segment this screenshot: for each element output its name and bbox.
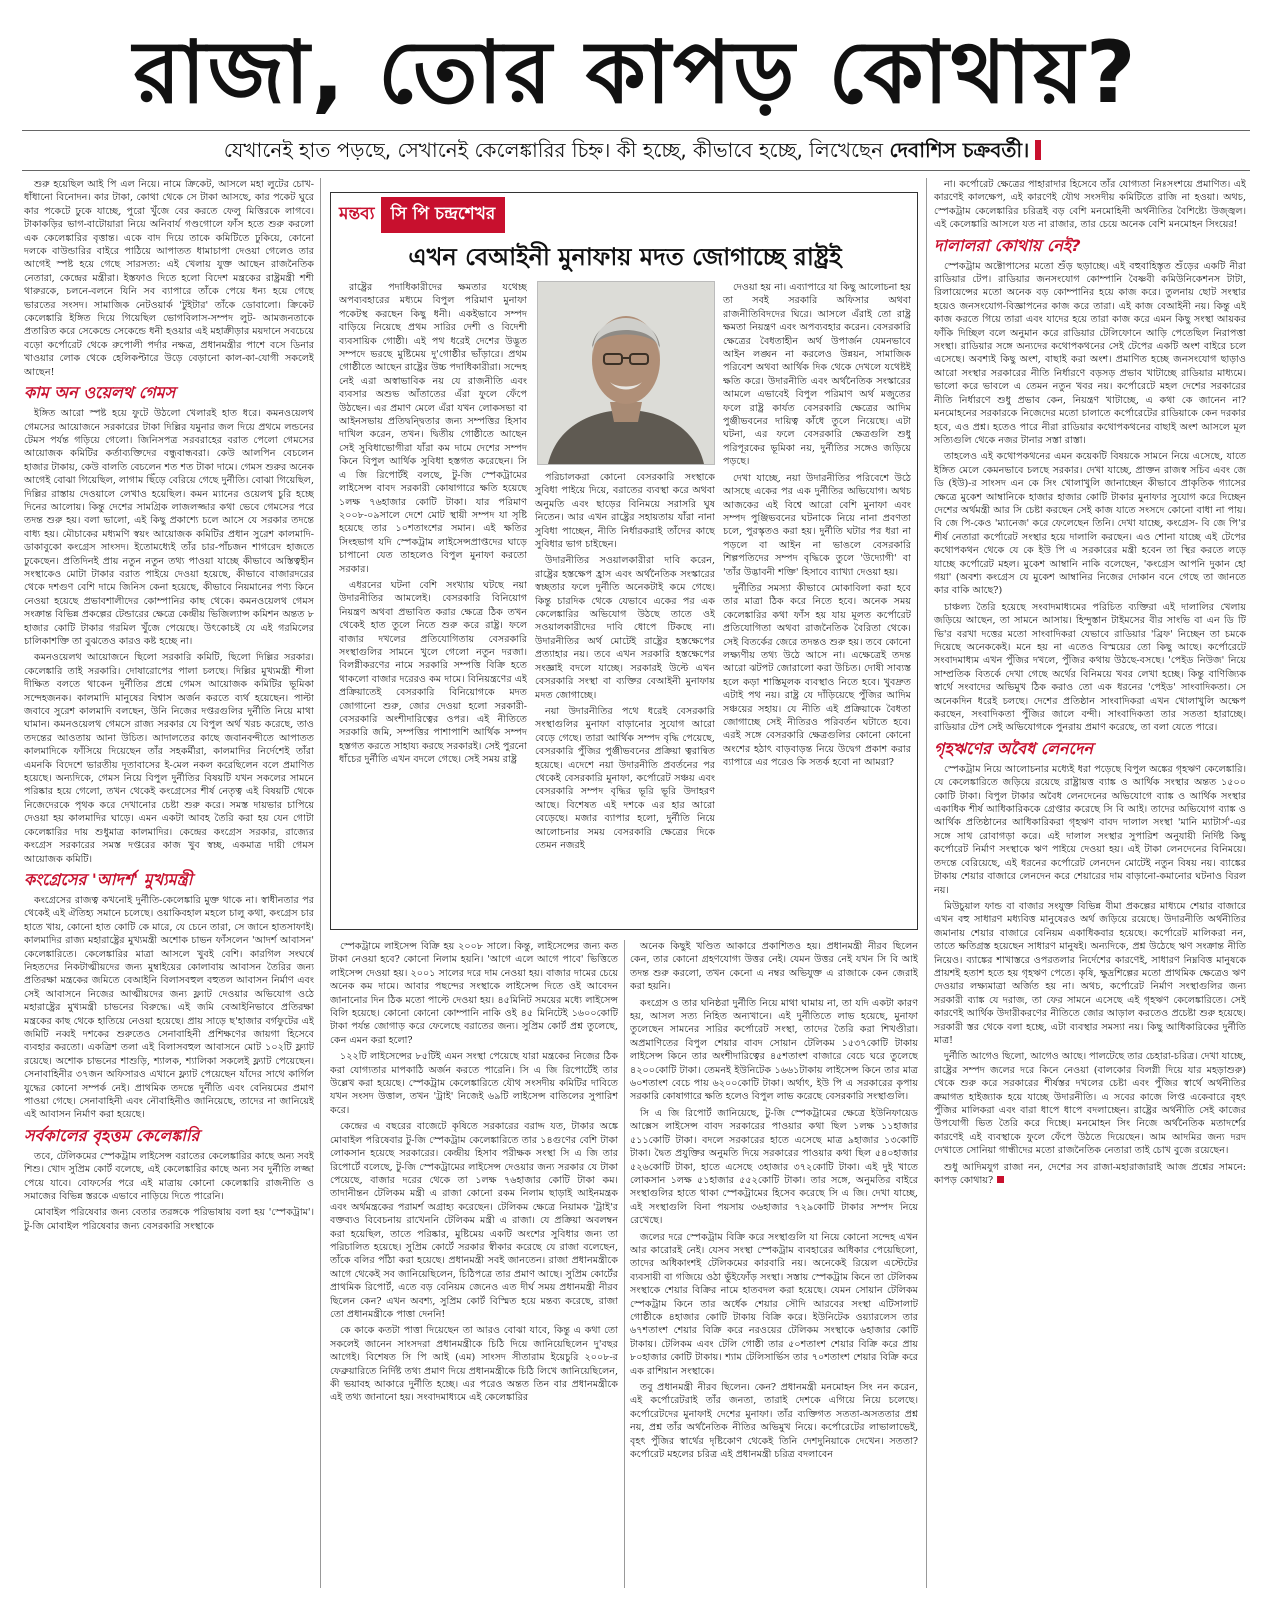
- closing-text: শুধু আদিমযুগ রাজা নন, দেশের সব রাজা-মহারাজারাই আজ প্রশ্নের সামনে: কাপড় কোথায়?: [934, 1161, 1246, 1187]
- col3-p3: সি এ জি রিপোর্ট জানিয়েছে, টু-জি স্পেকট্রামের ক্ষেত্রে ইউনিফায়েড আক্সেস লাইসেন্স বাবদ সরকারের পাওয়ার কথা ছিল ১লক্ষ ১১হাজার ৫১১কোটি টাকা। বদলে সরকারের হাতে এসেছে মাত্র ৯হাজার ১৩কোটি টাকা। দ্বৈত প্রযুক্তির অনুমতি দিয়ে সরকারের পাওয়ার কথা ছিল ৫৪০হাজার ৫২৬কোটি টাকা, হাতে এসেছে ৩হাজার ৩৭২কোটি টাকা। এই দুই খাতে লোকসান ১লক্ষ ৫১হাজার ৫৫২কোটি টাকা। তার সঙ্গে, অনুমতির বাইরে সংস্থাগুলির হাতে থাকা স্পেকট্রামের হিসেব করেছে সি এ জি। দেখা যাচ্ছে, এই সংস্থাগুলি বিনা পয়সায় ৩৬হাজার ৭২৯কোটি টাকার সম্পদ নিয়ে রেখেছে।: [630, 1107, 918, 1227]
- col3-p5: তবু প্রধানমন্ত্রী নীরব ছিলেন। কেন? প্রধানমন্ত্রী মনমোহন সিং নন করেন, এই কর্পোরেটরাই তাঁর জনতা, তারাই দেশকে এগিয়ে নিয়ে চলেছে। কর্পোরেটদের মুনাফাই দেশের মুনাফা। তাঁর ব্যক্তিগত সততা-অসততার প্রশ্ন নয়, প্রশ্ন তাঁর অর্থনৈতিক নীতির অভিমুখ নিয়ে। কর্পোরেটের লাভালাভেই, বৃহৎ পুঁজির স্বার্থের দৃষ্টিকোণ থেকেই তিনি দেশদুনিয়াকে দেখেন। সততা? কর্পোরেট মহলের চরিত্র এই প্রধানমন্ত্রী চরিত্র বদলাবেন: [630, 1382, 918, 1461]
- section-title: সর্বকালের বৃহত্তম কেলেঙ্কারি: [24, 1125, 200, 1145]
- column-divider: [624, 940, 625, 1588]
- opinion-label: [339, 199, 505, 231]
- opinion-col-1: [339, 281, 527, 923]
- column-divider: [926, 178, 927, 1588]
- col1-sec3-text: তবে, টেলিকমের স্পেকট্রাম লাইসেন্স বরাতের কেলেঙ্কারির কাছে অন্য সবই শিশু। খোদ সুপ্রিম কোর্ট বলেছে, এই কেলেঙ্কারির কাছে অন্য সব দুর্নীতি লজ্জা পেয়ে যাবে। বোফর্সের পরে এই মাত্রায় কোনো কেলেঙ্কারি রাজনীতি ও সমাজের বিভিন্ন স্তরকে এভাবে নাড়িয়ে দিতে পারেনি।: [24, 1150, 314, 1203]
- column-4: [934, 178, 1246, 1588]
- opinion-box: [330, 192, 918, 930]
- opinion-c2c: নয়া উদারনীতির পথে ধরেই বেসরকারি সংস্থাগুলির মুনাফা বাড়ানোর সুযোগ আরো বেড়ে গেছে। তারা আর্থিক সম্পদ বৃদ্ধি পেয়েছে, বেসরকারি পুঁজির পুঞ্জীভবনের প্রক্রিয়া ত্বরান্বিত হয়েছে। এদেশে নয়া উদারনীতি প্রবর্তনের পর থেকেই বেসরকারি মুনাফা, কর্পোরেট সঞ্চয় এবং বেসরকারি সম্পদ বৃদ্ধির ভূরি ভূরি উদাহরণ আছে। বিশেষত এই দশকে এর হার আরো বেড়েছে। মজার ব্যাপার হলো, দুর্নীতি নিয়ে আলোচনার সময় বেসরকারি ক্ষেত্রের দিকে তেমন নজরই: [535, 705, 715, 851]
- col1-p3: কমনওয়েলথ আয়োজনে ছিলো সরকারি কমিটি, ছিলো দিল্লির সরকার। কেলেঙ্কারি তাই সরকারি। দোষারোপের পালা চলছে। দিল্লির মুখ্যমন্ত্রী শীলা দীক্ষিত বলতে থাকেন দুর্নীতির প্রশ্নে গেমস আয়োজক কমিটির ভূমিকা সন্দেহজনক। কালমাদি মানুষের বিশ্বাস অর্জন করতে ব্যর্থ হয়েছেন। পাল্টা জবাবে সুরেশ কালমাদি বলছেন, উনি নিজের দপ্তরগুলির দুর্নীতি নিয়ে মাথা ঘামান। কমনওয়েলথ গেমসে রাজ্য সরকার যে বিপুল অর্থ খরচ করেছে, তাও তদন্তের আওতায় আনা উচিত। আদালতের কাছে জবানবন্দীতে আপাতত কালমাদিকে ফাঁসিয়ে দিয়েছেন তাঁর সহকর্মীরা, কালমাদির নির্দেশেই তাঁরা এমনকি বিদেশে ভারতীয় দূতাবাসের ই-মেল নকল করেছিলেন বলে প্রমাণিত হয়েছে। অন্যদিকে, গেমস নিয়ে বিপুল দুর্নীতির বিষয়টি যখন সকলের সামনে পরিষ্কার হয়ে গেলো, তখন থেকেই কংগ্রেসের শীর্ষ নেতৃত্ব এই বিষয়টি থেকে নিজেদেরকে পৃথক করে দেখানোর চেষ্টা শুরু করে। সমস্ত দায়ভার চাপিয়ে দেওয়া হয় কালমাদির ঘাড়ে। এমন একটা আবহ তৈরি করা হয় যেন গোটা কেলেঙ্কারির দায় শুধুমাত্র কালমাদির। কেন্দ্রের কংগ্রেস সরকার, রাজ্যের কংগ্রেস সরকারের সমস্ত দপ্তরের কাজ খুব স্বচ্ছ, একমাত্র দায়ী গেমস আয়োজক কমিটি।: [24, 652, 314, 865]
- opinion-c3: দেওয়া হয় না। এব্যাপারে যা কিছু আলোচনা হয় তা সবই সরকারি অফিসার অথবা রাজনীতিবিদদের ঘিরে। আসলে এঁরাই তো রাষ্ট্র ক্ষমতা নিয়ন্ত্রণ এবং অপব্যবহার করেন। বেসরকারি ক্ষেত্রের বৈধতাহীন অর্থ উপার্জন যেমনভাবে আইন লঙ্ঘন না করলেও উন্নয়ন, সামাজিক পরিবেশ অথবা আর্থিক দিক থেকে দেখলে যথেষ্টই ক্ষতি করে। উদারনীতি এবং অর্থনৈতিক সংস্কারের আমলে এভাবেই বিপুল পরিমাণ অর্থ মজুতের ফলে রাষ্ট্র কার্যত বেসরকারি ক্ষেত্রের আদিম পুঞ্জীভবনের দায়িত্ব কাঁধে তুলে নিয়েছে। এটা ঘটনা, এর ফলে বেসরকারি ক্ষেত্রগুলি শুধু পরিপূরকের ভূমিকা নয়, দুর্নীতির সঙ্গেও জড়িয়ে পড়ছে।: [723, 282, 911, 468]
- column-divider: [320, 178, 321, 1588]
- col1-sec2-text: কংগ্রেসের রাজত্ব কখনোই দুর্নীতি-কেলেঙ্কারি মুক্ত থাকে না। স্বাধীনতার পর থেকেই এই ঐতিহ্য সমানে চলেছে। ওয়াকিবহাল মহলে চালু কথা, কংগ্রেস চার হাতে খায়, কোনো হাত কোটি কে মারে, যে চেনে তারা, সে জানে হাতসাফাই। কালমাদির রাজ্য মহারাষ্ট্রের মুখ্যমন্ত্রী অশোক চাভন ফাঁসলেন 'আদর্শ আবাসন' কেলেঙ্কারিতে। কেলেঙ্কারির মাত্রা আসলে খুবই বেশি। কারগিল সংঘর্ষে নিহতদের নিকটাত্মীয়দের জন্য মুম্বাইয়ের কোলাবায় আবাসন তৈরির জন্য প্রতিরক্ষা মন্ত্রকের জমিতে বেআইনি বিলাসবহুল বহুতল আবাসন নির্মাণ এবং সেই আবাসনে নিজের আত্মীয়দের জন্য ফ্ল্যাট দেওয়ার অভিযোগ ওঠে মহারাষ্ট্রের মুখ্যমন্ত্রী চাভনের বিরুদ্ধে। এই জমি বেআইনিভাবে প্রতিরক্ষা মন্ত্রকের কাছ থেকে হাতিয়ে নেওয়া হয়েছে। প্রায় সাড়ে ছ'হাজার বর্গফুটের এই জমিটি নব্বই দশকের শুরুতেও সেনাবাহিনী প্রশিক্ষণের জায়গা হিসেবে ব্যবহার করতো। একত্রিশ তলা এই বিলাসবহুল আবাসনে মোট ১০২টি ফ্ল্যাট রয়েছে। অশোক চাভনের শাশুড়ি, শ্যালক, শ্যালিকা সকলেই ফ্ল্যাট পেয়েছেন। সেনাবাহিনীর ৩৭জন অফিসারও এখানে ফ্ল্যাট পেয়েছেন যাঁদের সাথে কার্গিল যুদ্ধের কোনো সম্পর্ক নেই। প্রাথমিক তদন্তে দুর্নীতি এবং বেনিয়মের প্রমাণ পাওয়া গেছে। সেনাবাহিনী এবং নৌবাহিনীও জানিয়েছে, তাদের না জানিয়েই এই আবাসন নির্মাণ করা হয়েছে।: [24, 894, 314, 1121]
- col2-p2: ১২২টি লাইসেন্সের ৮৫টিই এমন সংস্থা পেয়েছে যারা মন্ত্রকের নিজের ঠিক করা যোগ্যতার মাপকাঠি অর্জন করতে পারেনি। সি এ জি রিপোর্টেই তার উল্লেখ করা হয়েছে। স্পেকট্রাম কেলেঙ্কারিতে যৌথ সংসদীয় কমিটির দাবিতে যখন সংসদ উত্তাল, তখন 'ট্রাই' নিজেই ৬৯টি লাইসেন্স বাতিলের সুপারিশ করে।: [330, 1051, 618, 1116]
- opinion-c3b: দেখা যাচ্ছে, নয়া উদারনীতির পরিবেশে উঠে আসছে একের পর এক দুর্নীতির অভিযোগ। অথচ আজকের এই বিশ্বে আরো বেশি মুনাফা এবং সম্পদ পুঞ্জিভবনের ঘটনাকে নিয়ে নানা প্রবণতা চলে, পুরস্কৃতও করা হয়। দুর্নীতি ঘটার পর ধরা না পড়লে বা আইন না ভাঙলে বেসরকারি শিল্পপতিদের সম্পদ বৃদ্ধিকে তুলে 'উদ্যোগী' বা 'তাঁর উদ্ভাবনী শক্তি' হিসাবে ব্যাখ্যা দেওয়া হয়।: [723, 472, 911, 578]
- col2-p3: কেন্দ্রের এ বছরের বাজেটে কৃষিতে সরকারের বরাদ্দ যত, টাকার অঙ্কে মোবাইল পরিষেবার টু-জি স্পেকট্রাম কেলেঙ্কারিতে তার ১৪গুণের বেশি টাকা লোকসান হয়েছে সরকারের। কেন্দ্রীয় হিসাব পরীক্ষক সংস্থা সি এ জি তার রিপোর্টে বলেছে, টু-জি স্পেকট্রামের লাইসেন্স দেওয়ার জন্য সরকার যে টাকা পেয়েছে, বাজার দরের থেকে তা ১লক্ষ ৭৬হাজার কোটি টাকা কম। তাদানীন্তন টেলিকম মন্ত্রী এ রাজা কোনো রকম নিলাম ছাড়াই আইনমন্ত্রক এবং অর্থমন্ত্রকের পরামর্শ অগ্রাহ্য করেছেন। টেলিকম ক্ষেত্রে নিয়ামক 'ট্রাই'র বক্তব্যও বিবেচনায় রাখেননি টেলিকম মন্ত্রী এ রাজা। যে প্রক্রিয়া অবলম্বন করা হয়েছিল, তাতে পরিষ্কার, মুষ্টিমেয় একটি অংশের সুবিধার জন্য তা পরিচালিত হয়েছে। সুপ্রিম কোর্টে সরকার স্বীকার করেছে যে রাজা বলেছেন, তাঁকে বলির পাঁঠা করা হয়েছে। প্রধানমন্ত্রী সবই জানতেন। রাজা প্রধানমন্ত্রীকে আগে থেকেই সব জানিয়েছিলেন, চিঠিপত্রে তার প্রমাণ আছে। সুপ্রিম কোর্টের প্রাথমিক রিপোর্ট, এতে বড় বেনিয়ম জেনেও এত দীর্ঘ সময় প্রধানমন্ত্রী নীরব ছিলেন কেন? এখন অবশ্য, সুপ্রিম কোর্ট বিস্মিত হয়ে মন্তব্য করেছে, রাজা তো প্রধানমন্ত্রীকে পাত্তা দেননি!: [330, 1121, 618, 1320]
- col4-p3: চাঞ্চল্য তৈরি হয়েছে সংবাদমাধ্যমের পরিচিত ব্যক্তিরা এই দালালির খেলায় জড়িয়ে আছেন, তা সামনে আসায়। হিন্দুস্তান টাইমসের বীর সাংভি বা এন ডি টি ভি'র বরখা দত্তের মতো সাংবাদিকরা যেভাবে রাডিয়ার 'ব্রিফ' নিচ্ছেন তা চমকে দিয়েছে অনেককেই। মনে হয় না এতেও বিস্ময়ের তো কিছু আছে। কর্পোরেটে সংবাদমাধ্যম এখন পুঁজির দখলে, পুঁজির কথায় উঠছে-বসছে। 'পেইড নিউজ' নিয়ে সাম্প্রতিক বিতর্কে দেখা গেছে অর্থের বিনিময়ে খবর লেখা হচ্ছে। কিন্তু বাণিজ্যিক স্বার্থে সংবাদের অভিমুখ ঠিক করাও তো এক ধরনের 'পেইড' সাংবাদিকতা। সে অনেকদিন ধরেই চলছে। দেশের প্রতিষ্ঠান সাংবাদিকরা এখন খোলাখুলি অক্ষেপ করছেন, সংবাদিকতা পুঁজির জালে বন্দী। সাংবাদিকতা তার সততা হারাচ্ছে। রাডিয়ার টেপ সেই অভিযোগকে পুনরায় প্রমাণ করেছে, তা বলা যেতে পারে।: [934, 601, 1246, 734]
- col1-sec1-text: ইঙ্গিত আরো স্পষ্ট হয়ে ফুটে উঠলো খেলারই হাত ধরে। কমনওয়েলথ গেমসের আয়োজনে সরকারের টাকা দিল্লির যমুনার জল দিয়ে প্রথমে লন্ডনের টেমস পর্যন্ত গড়িয়ে গেলো। জিনিসপত্র সরবরাহের বরাত পেলো গেমসের আয়োজক কমিটির কর্তাব্যক্তিদের বন্ধুবান্ধবরা। কেউ আলপিন বেচলেন হাজার টাকায়, কেউ বালতি বেচলেন শত শত টাকা দামে। গেমস শুরুর অনেক আগেই বোঝা গিয়েছিল, লাগাম ছিঁড়ে বেরিয়ে গেছে দুর্নীতি। বোঝা গিয়েছিল, দিল্লির রাস্তায় দেওয়ালে লেখাও হয়েছিল। কমন ম্যানের ওয়েলথ চুরি হচ্ছে দিনের আলোয়। কিন্তু দেশের সামগ্রিক লাজলজ্জার কথা ভেবে গেমসের পরে তদন্ত শুরু হয়। বলা ভালো, এই কিছু প্রকাশ্যে চলে আসে যে সরকার তদন্তে বাধ্য হয়। মৌচাকের মধ্যমণি স্বয়ং আয়োজক কমিটির প্রধান সুরেশ কালমাদি- ডাকাবুকো কংগ্রেস সাংসদ। ইতোমধ্যেই তাঁর চার-পাঁচজন শাগরেদ হাজতে ঢুকেছেন। প্রতিদিনই প্রায় নতুন নতুন তথ্য পাওয়া যাচ্ছে কীভাবে অস্তিত্বহীন সংস্থাকেও মোটা টাকার বরাত পাইয়ে দেওয়া হয়েছে, কীভাবে বাজারদরের থেকে দশগুণ বেশি দামে জিনিস কেনা হয়েছে, কীভাবে নিয়মানের পণ্য কিনে নেওয়া হয়েছে প্রভাবশালীদের কোম্পানির কাছ থেকে। কমনওয়েলথ গেমস সংক্রান্ত বিভিন্ন প্রকল্পের টেন্ডারের ক্ষেত্রে কেন্দ্রীয় ভিজিল্যান্স কমিশন অন্তত ৮ হাজার কোটি টাকার গরমিল খুঁজে পেয়েছে। উৎকোচই যে এই গরমিলের চালিকাশক্তি তা বুঝতেও কারও কষ্ট হচ্ছে না।: [24, 408, 314, 647]
- col1-last: মোবাইল পরিষেবার জন্য বেতার তরঙ্গকে পরিভাষায় বলা হয় 'স্পেকট্রাম'। টু-জি মোবাইল পরিষেবার জন্য বেসরকারি সংস্থাকে: [24, 1207, 314, 1232]
- col4-p6: দুর্নীতি আগেও ছিলো, আগেও আছে। পালটেছে তার চেহারা-চরিত্র। দেখা যাচ্ছে, রাষ্ট্রের সম্পদ জলের দরে কিনে নেওয়া (বালকোর বিলগ্নী দিয়ে যার মহড়াশুরু) থেকে শুরু করে সরকারের শীর্ষস্তর দখলের চেষ্টা এবং পুঁজির স্বার্থে অর্থনীতির ক্রমাগত হাইজ্যাক হয়ে যাচ্ছে উদারনীতি। এ সবের কাজে লিপ্ত একেবারে বৃহৎ পুঁজির মালিকরা এবং বারা ধাপে ধাপে বদলাচ্ছেন। রাষ্ট্রের অর্থনীতি সেই কাজের উপযোগী ভিত তৈরি করে দিচ্ছে। মনমোহন সিং নিজে অর্থনৈতিক মতাদর্শের কারণেই এই ব্যবস্থাকে ফুলে ফেঁপে উঠতে দিয়েছেন। আম আদমির জন্য দরদ দেখাতে সোনিয়া গান্ধীদের মতো রাজনৈতিক নেতারা তাই চোখ বুজে রয়েছেন।: [934, 1051, 1246, 1157]
- top-rule: [22, 130, 1250, 131]
- column-3: [630, 940, 918, 1588]
- sub-rule: [22, 170, 1250, 171]
- col4-sec1-text: স্পেকট্রাম অক্টোপাসের মতো শুঁড় ছড়াচ্ছে। এই বহুবাহিস্তৃত শুঁড়ের একটি নীরা রাডিয়ার টেপ। রাডিয়ার জনসংযোগ কোম্পানি বৈষ্ণবী কমিউনিকেশনস টাটা, রিলায়েন্সের মতো অনেক বড় কোম্পানির হয়ে কাজ করে। তুলনায় ছোট সংস্থার হয়েও জনসংযোগ-বিজ্ঞাপনের কাজ করে তারা। এই কাজ বেআইনী নয়। কিন্তু এই কাজ করতে গিয়ে তারা এবং যাদের হয়ে তারা কাজ করে এমন কিছু সংস্থা আয়কর ফাঁকি দিচ্ছিল বলে অনুমান করে রাডিয়ার টেলিফোনে আড়ি পেতেছিল নিরাপত্তা সংস্থা। রাডিয়ার সঙ্গে অন্যদের কথোপকথনের সেই টেপের একটি অংশ বাইরে চলে এসেছে। অবশ্যই কিছু অংশ, বাছাই করা অংশ। প্রমাণিত হচ্ছে জনসংযোগ ছাড়াও আরো সংস্থার সরকারের নীতি নির্ধারণে বড়সড় প্রভাব খাটাচ্ছে রাডিয়ার মাধ্যমে। ভালো করে ভাবলে এ তেমন নতুন খবর নয়। কর্পোরেটে মহল দেশের সরকারের নীতি নির্ধারণে শুধু প্রভাব কেন, নিয়ন্ত্রণ খাটাচ্ছে, এ কথা কে জানেন না? মনমোহনের সরকারকে নিজেদের মতো চালাতে কর্পোরেটের রাডিয়াকে কেন দরকার হবে, এও প্রশ্ন। হতেও পারে নীরা রাডিয়ার কথোপকথনের বাছাই অংশ আসলে মূল সত্যিগুলি থেকে নজর টানার সস্তা রাস্তা।: [934, 260, 1246, 446]
- col4-sec2-text: স্পেকট্রাম নিয়ে আলোচনার মধ্যেই ধরা পড়েছে বিপুল অঙ্কের গৃহঋণ কেলেঙ্কারি। যে কেলেঙ্কারিতে জড়িয়ে রয়েছে রাষ্ট্রায়ত্ত ব্যাঙ্ক ও আর্থিক সংস্থার অন্তত ১৫০০ কোটি টাকা। বিপুল টাকার অবৈধ লেনদেনের অভিযোগে ব্যাঙ্ক ও আর্থিক সংস্থার একাধিক শীর্ষ আধিকারিককে গ্রেপ্তার করেছে সি বি আই। তাদের অভিযোগ ব্যাঙ্ক ও আর্থিক প্রতিষ্ঠানের আধিকারিকরা গৃহঋণ বাবদ দালাল সংস্থা 'মানি ম্যাটার্স'-এর সঙ্গে সাথ রোবাগড়া করে। এই দালাল সংস্থার সুপারিশ অনুযায়ী নির্দিষ্ট কিছু কর্পোরেট নির্মাণ সংস্থাকে ঋণ পাইয়ে দেওয়া হয়। এই টাকা লেনদেনের বিনিময়ে। তদন্তে বেরিয়েছে, এই ধরনের কর্পোরেট লেনদেন মোটেই নতুন বিষয় নয়। ব্যাঙ্কের টাকায় শেয়ার বাজারে লেনদেন করে শেয়ারের দাম বাড়ানো-কমানোর ঘটনাও বিরল নয়।: [934, 763, 1246, 896]
- subhead-author: দেবাশিস চক্রবর্তী।: [889, 138, 1030, 162]
- column-1: [24, 178, 314, 1588]
- headline: রাজা, তোর কাপড় কোথায়?: [133, 23, 1138, 123]
- portrait-icon: [538, 282, 714, 464]
- opinion-c2: পরিচালকরা কোনো বেসরকারি সংস্থাকে সুবিধা পাইয়ে দিয়ে, বরাতের ব্যবস্থা করে অথবা অনুমতি এবং ছাড়ের বিনিময়ে সরাসরি ঘুষ নিতেন। আর এখন রাষ্ট্রের সহায়তায় যাঁরা নানা সুবিধা পাচ্ছেন, নীতি নির্ধারকরাই তাঁদের কাছে সুবিধার ভাগ চাইছেন।: [535, 472, 715, 551]
- col4-closing: [934, 1161, 1246, 1188]
- section-title: গৃহঋণের অবৈধ লেনদেন: [934, 738, 1093, 758]
- col2-p4: কে কাকে কতটা পাত্তা দিয়েছেন তা আরও বোঝা যাবে, কিন্তু এ কথা তো সকলেই জানেন সাংসদরা প্রধানমন্ত্রীকে চিঠি দিয়ে জানিয়েছিলেন দু'বছর আগেই। বিশেষত সি পি আই (এম) সাংসদ সীতারাম ইয়েচুরি ২০০৮-র ফেব্রুয়ারিতে নির্দিষ্ট তথ্য প্রমাণ দিয়ে প্রধানমন্ত্রীকে চিঠি লিখে জানিয়েছিলেন, কী ভয়াবহ আকারে দুর্নীতি হচ্ছে। এর পরেও অন্তত তিন বার প্রধানমন্ত্রীকে এই তথ্য জানানো হয়। সংবাদমাধ্যমে এই কেলেঙ্কারির: [330, 1325, 618, 1404]
- column-2: [330, 940, 618, 1588]
- opinion-col-2: [535, 471, 715, 923]
- col3-p4: জলের দরে স্পেকট্রাম বিক্রি করে সংস্থাগুলি যা নিয়ে কোনো সন্দেহ এখন আর কারোরই নেই। যেসব সংস্থা স্পেকট্রাম ব্যবহারের অধিকার পেয়েছিলো, তাদের অধিকাংশই টেলিকমের কারবারি নয়। অনেকেই রিয়েল এস্টেটের ব্যবসায়ী বা গজিয়ে ওঠা ভুঁইফোঁড় সংস্থা। সস্তায় স্পেকট্রাম কিনে তা টেলিকম সংস্থাকে শেয়ার বিক্রির নামে হাতবদল করা হয়েছে। যেমন সোয়ান টেলিকম স্পেকট্রাম কিনে তার অর্ধেক শেয়ার সৌদি আরবের সংস্থা এটিসালাট গোষ্ঠীকে ৪হাজার কোটি টাকায় বিক্রি করে। ইউনিটেক ওয়্যারলেস তার ৬৭শতাংশ শেয়ার বিক্রি করে নরওয়ের টেলিকম সংস্থাকে ৬হাজার কোটি টাকায়। টেলিকম এবং টেলি গোষ্ঠী তার ৫০শতাংশ শেয়ার বিক্রি করে প্রায় ৮০হাজার কোটি টাকায়। শ্যাম টেলিসার্ভিস তার ৭০শতাংশ শেয়ার বিক্রি করে এক রাশিয়ান সংস্থাকে।: [630, 1231, 918, 1377]
- accent-bar: [1035, 140, 1041, 160]
- opinion-c1: রাষ্ট্রের পদাধিকারীদের ক্ষমতার যথেচ্ছ অপব্যবহারের মধ্যমে বিপুল পরিমাণ মুনাফা পকেটস্থ করছেন কিছু ধনী। একইভাবে সম্পদ বাড়িয়ে নিয়েছে প্রথম সারির দেশী ও বিদেশী ব্যবসায়িক গোষ্ঠী। এই পথ ধরেই দেশের উদ্ভূত সম্পদে ভরছে মুষ্টিমেয় দু'গোষ্ঠীর ভাঁড়ারে। প্রথম গোষ্ঠীতে আছেন রাষ্ট্রের উচ্চ পদাধিকারীরা। সন্দেহ নেই এরা অস্বাভাবিক নয় যে রাজনীতি এবং ব্যবসার অশুভ আঁতাতের এঁরা ফুলে ফেঁপে উঠছেন। এর প্রমাণ মেলে এঁরা যখন লোকসভা বা আইনসভায় প্রতিদ্বন্দ্বিতার জন্য সম্পত্তির হিসাব দাখিল করেন, তখন। দ্বিতীয় গোষ্ঠীতে আছেন সেই সুবিধাভোগীরা যাঁরা কম দামে দেশের সম্পদ কিনে বিপুল আর্থিক সুবিধা হস্তগত করেছেন। সি এ জি রিপোর্টই বলছে, টু-জি স্পেকট্রামের লাইসেন্স বাবদ সরকারী কোষাগারে ক্ষতি হয়েছে ১লক্ষ ৭৬হাজার কোটি টাকা। যার পরিমাণ ২০০৮-০৯সালে দেশে মোট স্থায়ী সম্পদ যা সৃষ্টি হয়েছে তার ১০শতাংশের সমান। এই ক্ষতির সিংহভাগ যদি স্পেকট্রাম লাইসেন্সপ্রাপ্তদের ঘাড়ে চাপানো যেত তাহলেও বিপুল মুনাফা করতো সরকার।: [339, 282, 527, 575]
- opinion-title: এখন বেআইনী মুনাফায় মদত জোগাচ্ছে রাষ্ট্রই: [408, 243, 842, 271]
- col1-intro: শুরু হয়েছিল আই পি এল নিয়ে। নামে ক্রিকেট, আসলে মহা লুটের চোখ-ধাঁধানো বিনোদন। কার টাকা, কোথা থেকে সে টাকা আসছে, কার পকেট ঘুরে কার পকেটে ঢুকে যাচ্ছে, পুরো খুঁজে বের করতে ফেলু মিত্তিরকে লাগবে। টাকাকড়ির ভাগ-বাটোয়ারা নিয়ে অনিবার্য গণ্ডগোলে ফাঁস হতে শুরু করলো এক কেলেঙ্কারির বৃত্তান্ত। একে বাদ দিয়ে তাকে কমিটিতে ঢুকিয়ে, কোনো দলকে বাউন্ডারির বাইরে পাঠিয়ে আপাতত ধামাচাপা দেওয়া গেলেও তার আগেই স্পষ্ট হয়ে গেছে সারসত্য: এই খেলায় যুক্ত আছেন রাজনৈতিক নেতারা, কেন্দ্রের মন্ত্রীরা। ইস্তফাও দিতে হলো বিদেশ মন্ত্রকের রাষ্ট্রমন্ত্রী শশী থারুরকে, চলনে-বলনে যিনি সব ব্যাপারে তাঁকে পেয়ে ধন্য হয়ে গেছে ভারতের সংসদ। সামাজিক নেটওয়ার্ক 'টুইটার' তাঁকে ডোবালো। ক্রিকেট কেলেঙ্কারি ইঙ্গিত দিয়ে গিয়েছিল ভোগবিলাস-সম্পদ লুট- আমজনতাকে প্রতারিত করে সেকেন্ডে সেকেন্ডে ধনী হওয়ার এই মহাক্রীড়ার ময়দানে সবচেয়ে বড়ো কর্পোরেট থেকে রুপোলী পর্দার নক্ষত্র, প্রধানমন্ত্রীর পাশে বসে ডিনার খাওয়ার লোক থেকে হেলিকপ্টারে উড়ে বেড়ানো কাল-কা-যোগী সকলেই আছেন!: [24, 179, 314, 378]
- col3-p1: অনেক কিছুই খণ্ডিত আকারে প্রকাশিতও হয়। প্রধানমন্ত্রী নীরব ছিলেন কেন, তার কোনো গ্রহণযোগ্য উত্তর নেই। যেমন উত্তর নেই যখন সি বি আই তদন্ত শুরু করলো, তখন কেনো এ নম্বর অভিযুক্ত এ রাজাকে কেন জেরাই করা হয়নি।: [630, 941, 918, 993]
- opinion-kicker: মন্তব্য: [339, 204, 375, 224]
- section-title: কংগ্রেসের 'আদর্শ' মুখ্যমন্ত্রী: [24, 869, 193, 889]
- opinion-c3c: দুর্নীতির সমস্যা কীভাবে মোকাবিলা করা হবে তার মাত্রা ঠিক করে নিতে হবে। অনেক সময় কেলেঙ্কারির কথা ফাঁস হয় যায় মূলত কর্পোরেট প্রতিযোগিতা অথবা রাজনৈতিক বৈরিতা থেকে। সেই বিতর্কের জেরে তদন্তও শুরু হয়। তবে কোনো লক্ষ্যণীয় তথ্য উঠে আসে না। এক্ষেত্রেই তদন্ত আরো ঝটপট জোরালো করা উচিত। দোষী সাব্যস্ত হলে কড়া শাস্তিমূলক ব্যবস্থাও নিতে হবে। খুবদ্রুত এটাই পথ নয়। রাষ্ট্র যে দাঁড়িয়েছে পুঁজির আদিম সঞ্চয়ের সহায়। যে নীতি এই প্রক্রিয়াকে বৈধতা জোগাচ্ছে সেই নীতিরও পরিবর্তন ঘটাতে হবে। এরই সঙ্গে বেসরকারি ক্ষেত্রগুলির কোনো কোনো অংশের হঠাৎ বাড়বাড়ন্ত নিয়ে উদ্বেগ প্রকাশ করার ব্যাপারে এর পরেও কি সতর্ক হবো না আমরা?: [723, 582, 911, 769]
- opinion-author: সি পি চন্দ্রশেখর: [381, 197, 506, 233]
- opinion-c2b: উদারনীতির সওয়ালকারীরা দাবি করেন, রাষ্ট্রের হস্তক্ষেপ হ্রাস এবং অর্থনৈতিক সংস্কারের স্বচ্ছতার ফলে দুর্নীতি অনেকটাই কমে গেছে। কিন্তু চারদিক থেকে যেভাবে একের পর এক কেলেঙ্কারির অভিযোগ উঠছে তাতে ওই সওয়ালকারীদের দাবি ধোপে টিকছে না। উদারনীতির অর্থ মোটেই রাষ্ট্রের হস্তক্ষেপের প্রত্যাহার নয়। তবে এখন সরকারি হস্তক্ষেপের সংজ্ঞাই বদলে যাচ্ছে। সরকারই উল্টে এখন বেসরকারি সংস্থা বা ব্যক্তির বেআইনী মুনাফায় মদত জোগাচ্ছে।: [535, 555, 715, 701]
- col2-p1: স্পেকট্রামে লাইসেন্স বিক্রি হয় ২০০৮ সালে। কিন্তু, লাইসেন্সের জন্য কত টাকা নেওয়া হবে? কোনো নিলাম হয়নি। 'আগে এলে আগে পাবে' ভিত্তিতে লাইসেন্স দেওয়া হয়। ২০০১ সালের দরে দাম নেওয়া হয়। বাজার দামের চেয়ে অনেক কম দামে। আবার পছন্দের সংস্থাকে লাইসেন্স দিতে ওই আবেদন জানানোর দিন ঠিক মতো পাল্টে দেওয়া হয়। ৪৫মিনিট সময়ের মধ্যে লাইসেন্স বিলি হয়েছে। কোনো কোনো কোম্পানি নাকি ওই ৪৫ মিনিটেই ১৬০০কোটি টাকা পর্যন্ত জোগাড় করে ফেলেছে বরাতের জন্য। সুপ্রিম কোর্ট প্রশ্ন তুলেছে, কেন এমন করা হলো?: [330, 941, 618, 1046]
- section-title: দালালরা কোথায় নেই?: [934, 235, 1081, 255]
- col4-p2: তাহলেও এই কথোপকথনের এমন কয়েকটি বিষয়কে সামনে নিয়ে এসেছে, যাতে ইঙ্গিত মেলে কেমনভাবে চলছে সরকার। দেখা যাচ্ছে, প্রাক্তন রাজস্ব সচিব এবং জে ডি (ইউ)-র সাংসদ এন কে সিং খোলাখুলি জানাচ্ছেন কীভাবে প্রাকৃতিক গ্যাসের ক্ষেত্রে মুকেশ আম্বানিকে হাজার হাজার কোটি টাকার মুনাফার সুযোগ করে দিচ্ছেন দেশের অর্থমন্ত্রী আর সি চেষ্টা করছেন সেই কাজ যাতে সংসদে কোনো বাধা না পায়। বি জে পি-কেও 'ম্যানেজ' করে ফেলেছেন তিনি। দেখা যাচ্ছে, কংগ্রেস- বি জে পি'র শীর্ষ নেতারা কর্পোরেট সংস্থার হয়ে দালালি করছেন। এও শোনা যাচ্ছে এই টেপের কথোপকথন থেকে যে কে ইউ পি এ সরকারের মন্ত্রী হবেন তা স্থির করতে লড়ে যাচ্ছে কর্পোরেট মহল। মুকেশ আম্বানি নাকি বলেছেন, 'কংগ্রেস আপনি দুকান হো গয়া' (অবশ্য কংগ্রেস যে মুকেশ আম্বানির নিজের দোকান বনে গেছে তা জানতে কার বাকি আছে?): [934, 451, 1246, 597]
- opinion-col-3: [723, 281, 911, 923]
- author-photo: [537, 281, 715, 465]
- col3-p2: কংগ্রেস ও তার ঘনিষ্ঠরা দুর্নীতি নিয়ে মাথা ঘামায় না, তা যদি একটা কারণ হয়, আসল সত্য নিহিত অন্যখানে। এই দুর্নীতিতে লাভ হয়েছে, মুনাফা তুলেছেন সামনের সারির কর্পোরেট সংস্থা, তাদের তৈরি করা শিখণ্ডীরা। অপ্রমাণিতের বিপুল শেয়ার বাবদ সোয়ান টেলিকম ১৫৩৭কোটি টাকায় লাইসেন্স কিনে তার অংশীদারিত্বের ৪৫শতাংশ বাজারে বেচে ঘরে তুলেছে ৪২০০কোটি টাকা। তেমনই ইউনিটেক ১৬৬১টাকায় লাইসেন্স কিনে তার মাত্র ৬০শতাংশ বেচে পায় ৬২০০কোটি টাকা। অর্থাৎ, ইউ পি এ সরকারের কৃপায় সরকারি কোষাগারে ক্ষতি হলেও বিপুল লাভ করেছে বেসরকারি সংস্থাগুলি।: [630, 997, 918, 1103]
- section-title: কাম অন ওয়েলথ গেমস: [24, 383, 176, 403]
- col4-intro: না। কর্পোরেট ক্ষেত্রের পাহারাদার হিসেবে তাঁর যোগ্যতা নিঃসংশয়ে প্রমাণিত। এই কারণেই কালক্ষেপ, এই কারণেই যৌথ সংসদীয় কমিটিতে রাজি না হওয়া। অথচ, স্পেকট্রাম কেলেঙ্কারির চরিত্রই বড় বেশি মনমোহিনী অর্থনীতির বৈশিষ্ট্যে উজ্জ্বল। এই কেলেঙ্কারি আসলে যত না রাজার, তার চেয়ে অনেক বেশি মনমোহন সিংয়ের!: [934, 179, 1246, 231]
- end-mark: [997, 1176, 1004, 1183]
- subhead-text: যেখানেই হাত পড়ছে, সেখানেই কেলেঙ্কারির চিহ্ন। কী হচ্ছে, কীভাবে হচ্ছে, লিখেছেন: [223, 138, 884, 162]
- col4-p5: মিউচুয়াল ফান্ড বা বাজার সংযুক্ত বিভিন্ন বীমা প্রকল্পের মাধ্যমে শেয়ার বাজারে এখন বহু সাধারণ মধ্যবিত্ত মানুষেরও অর্থ জড়িয়ে রয়েছে। উদারনীতি অর্থনীতির জমানায় শেয়ার বাজারে বেনিয়ম একাধিকবার হয়েছে। কর্পোরেট মালিকরা নন, তাতে ক্ষতিগ্রস্ত হয়েছেন সাধারণ মানুষই। অন্যদিকে, প্রশ্ন উঠেছে ঋণ সংক্রান্ত নীতি নিয়েও। ব্যাঙ্কের শাখাস্তরে ওপরতলার নির্দেশের কারণেই, সাধারণ নিম্নবিত্ত মানুষকে প্রায়শই হতাশ হতে হয় গৃহঋণ পেতে। কৃষি, ক্ষুদ্রশিল্পের মতো প্রাথমিক ক্ষেত্রেও ঋণ দেওয়ার লক্ষ্যমাত্রা অর্জিত হয় না। অথচ, কর্পোরেট নির্মাণ সংস্থাগুলির জন্য সরকারী ব্যাঙ্ক যে দরাজ, তা ফের সামনে এসেছে এই গৃহঋণ কেলেঙ্কারিতে। সেই কারণেই আর্থিক উদারীকরণের নীতিতে জোর আড়াল করতেও প্রচেষ্টা শুরু হয়েছে। সরকারী স্তর থেকে বলা হচ্ছে, এটা ব্যবস্থার সমস্যা নয়। কিছু আধিকারিকের দুর্নীতি মাত্র!: [934, 900, 1246, 1046]
- subhead: [0, 136, 1271, 169]
- opinion-c1b: এধরনের ঘটনা বেশি সংখ্যায় ঘটছে নয়া উদারনীতির আমলেই। বেসরকারি বিনিয়োগ নিয়ন্ত্রণ অথবা প্রভাবিত করার ক্ষেত্রে ঠিক তখন থেকেই হাত তুলে নিতে শুরু করে রাষ্ট্র। ফলে বাজার দখলের প্রতিযোগিতায় বেসরকারি সংস্থাগুলির সামনে খুলে গেলো নতুন দরজা। বিলগ্নীকরণের নামে সরকারি সম্পত্তি বিক্রি হতে থাকলো বাজার দরেরও কম দামে। বিনিয়ন্ত্রণের এই প্রক্রিয়াতেই বেসরকারি বিনিয়োগকে মদত জোগানো শুরু, জোর দেওয়া হলো সরকারী-বেসরকারি অংশীদারিত্বের ওপর। এই নীতিতে সরকারি জমি, সম্পত্তির পাশাপাশি আর্থিক সম্পদ হস্তগত করতে সাহায্য করছে সরকারই। সেই পুরনো ধাঁচের দুর্নীতি এখন বদলে গেছে। সেই সময় রাষ্ট্র: [339, 579, 527, 766]
